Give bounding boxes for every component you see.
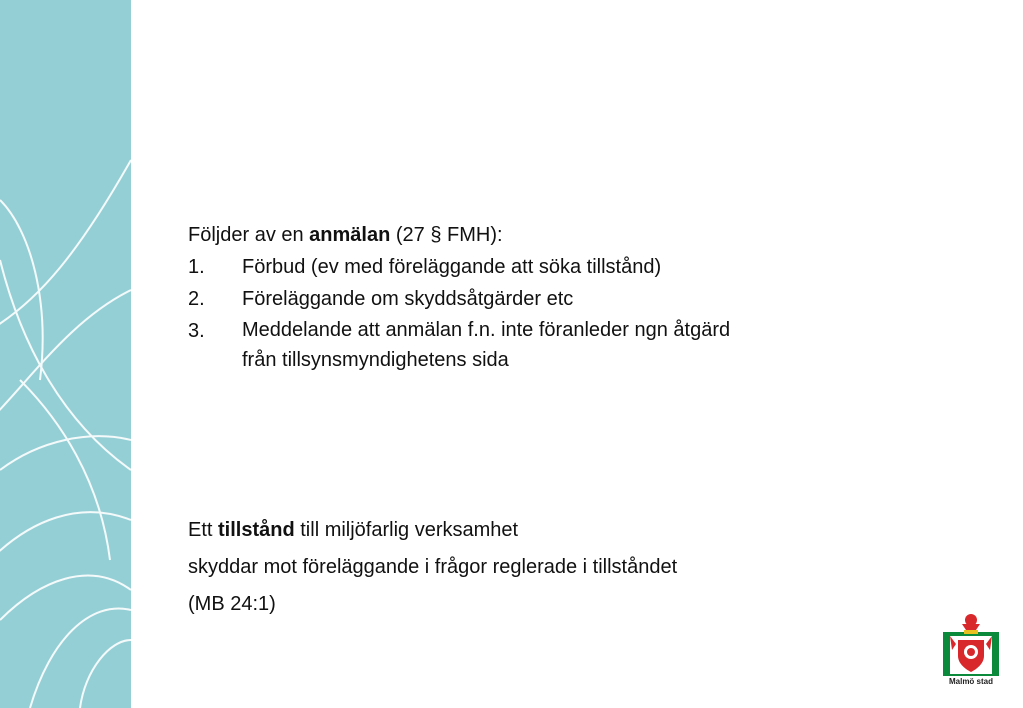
- list-item: [188, 315, 948, 375]
- malmo-coat-of-arms-icon: [940, 610, 1002, 676]
- consequences-intro: [188, 219, 948, 251]
- permit-section: [188, 512, 677, 623]
- list-text: [242, 315, 730, 375]
- consequences-section: [188, 219, 948, 375]
- list-text-line: Meddelande att anmälan f.n. inte föranleder ngn åtgärd: [242, 319, 731, 341]
- list-text: Föreläggande om skyddsåtgärder etc: [242, 288, 574, 310]
- permit-text: Ett: [188, 519, 219, 541]
- permit-reference: (MB 24:1): [188, 593, 276, 615]
- intro-reference: (27 § FMH):: [390, 224, 503, 246]
- intro-text: Följder av en: [188, 224, 310, 246]
- sidebar-wave-pattern: [0, 0, 131, 708]
- permit-line: skyddar mot föreläggande i frågor reglerade i tillståndet: [188, 556, 678, 578]
- list-number: 1.: [188, 256, 205, 278]
- logo-label: Malmö stad: [948, 677, 993, 686]
- decorative-sidebar: [0, 0, 131, 708]
- list-text-line: från tillsynsmyndighetens sida: [242, 349, 509, 371]
- list-item: [188, 283, 948, 315]
- list-text: Förbud (ev med föreläggande att söka tillstånd): [242, 256, 662, 278]
- permit-bold-term: tillstånd: [218, 519, 295, 541]
- list-item: [188, 251, 948, 283]
- malmo-stad-logo: [940, 610, 1002, 690]
- list-number: 2.: [188, 288, 205, 310]
- permit-text: till miljöfarlig verksamhet: [294, 519, 519, 541]
- list-number: 3.: [188, 320, 205, 342]
- permit-line: [188, 512, 677, 549]
- intro-bold-term: anmälan: [309, 224, 391, 246]
